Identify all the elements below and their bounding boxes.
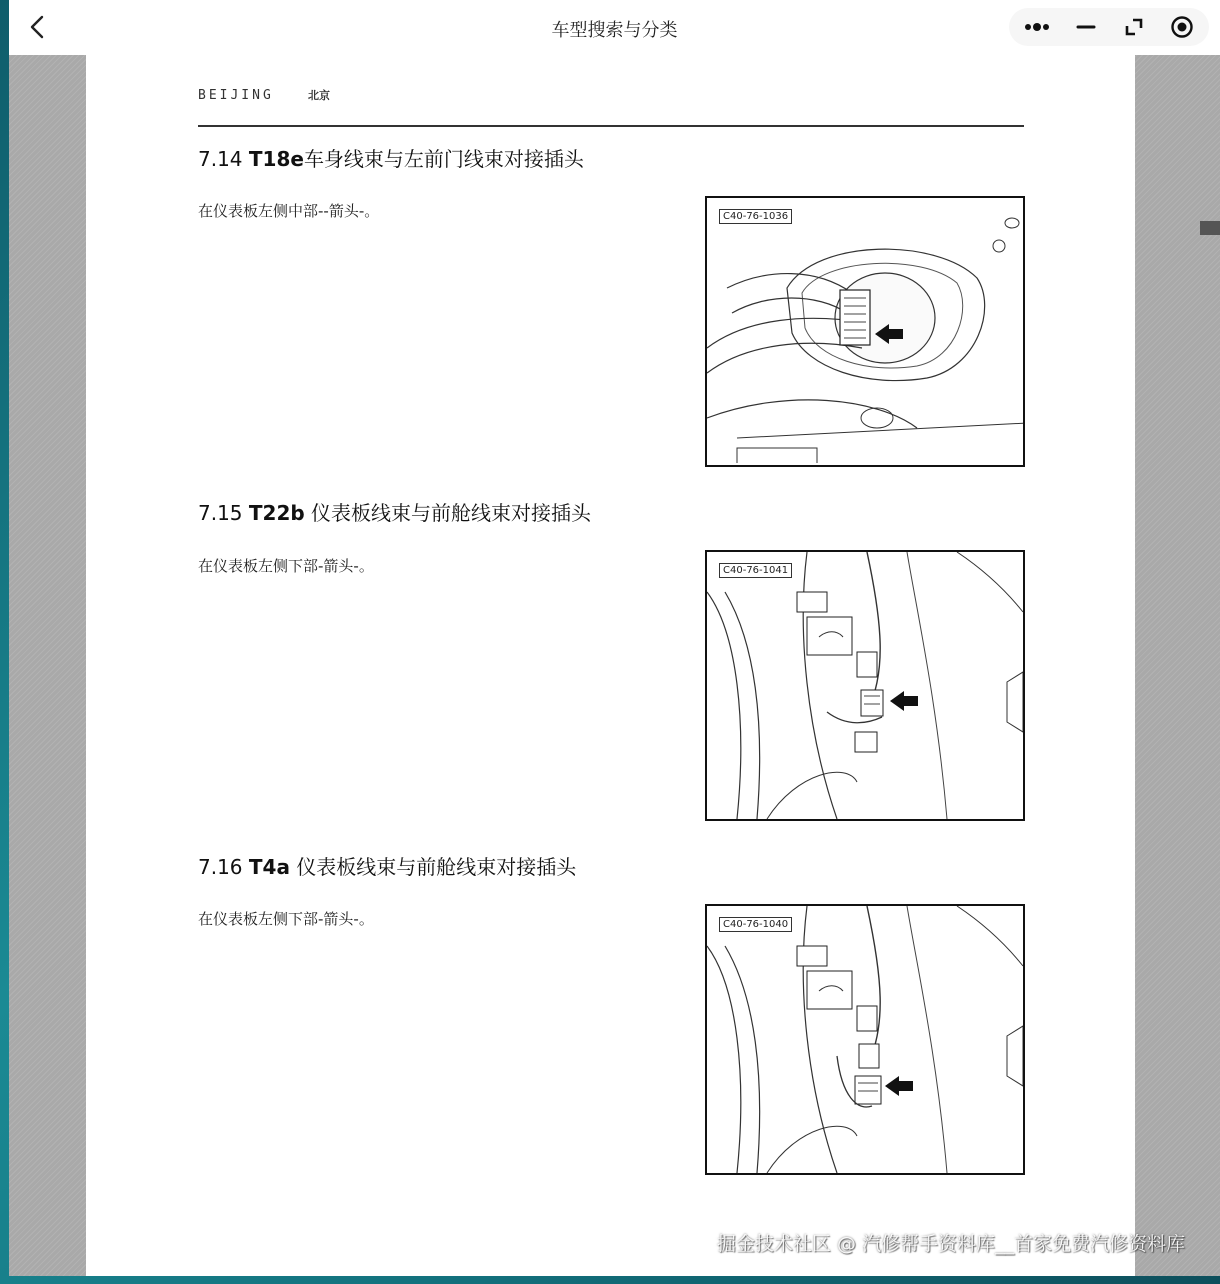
section-heading: 仪表板线束与前舱线束对接插头 bbox=[311, 501, 592, 525]
figure-connector-t4a bbox=[705, 904, 1025, 1175]
connector-code: T4a bbox=[248, 855, 290, 879]
title-bar bbox=[9, 0, 1220, 55]
svg-text:北京: 北京 bbox=[308, 89, 330, 102]
section-description: 在仪表板左侧中部--箭头-。 bbox=[198, 202, 380, 220]
figure-connector-t22b bbox=[705, 550, 1025, 821]
restore-icon bbox=[1123, 16, 1145, 38]
figure-code-label: C40-76-1041 bbox=[719, 563, 792, 578]
figure-code-label: C40-76-1040 bbox=[719, 917, 792, 932]
section-title-7-15 bbox=[198, 497, 591, 526]
target-icon bbox=[1170, 15, 1194, 39]
section-heading: 仪表板线束与前舱线束对接插头 bbox=[296, 855, 577, 879]
watermark-text: 掘金技术社区 @ 汽修帮手资料库__首家免费汽修资料库 bbox=[717, 1233, 1186, 1255]
minimize-button[interactable] bbox=[1063, 8, 1109, 46]
section-heading: 车身线束与左前门线束对接插头 bbox=[303, 147, 584, 171]
section-number: 7.14 bbox=[198, 147, 243, 171]
header-rule bbox=[198, 125, 1024, 127]
section-number: 7.16 bbox=[198, 855, 243, 879]
close-mini-button[interactable] bbox=[1159, 8, 1205, 46]
document-viewer-window bbox=[9, 0, 1220, 1276]
minimize-icon bbox=[1075, 16, 1097, 38]
scroll-indicator[interactable] bbox=[1200, 221, 1220, 235]
more-button[interactable] bbox=[1015, 8, 1061, 46]
section-number: 7.15 bbox=[198, 501, 243, 525]
section-description: 在仪表板左侧下部-箭头-。 bbox=[198, 910, 374, 928]
section-title-7-14 bbox=[198, 143, 584, 172]
section-title-7-16 bbox=[198, 851, 576, 880]
more-icon bbox=[1023, 21, 1053, 33]
document-page bbox=[86, 55, 1135, 1276]
figure-connector-t18e bbox=[705, 196, 1025, 467]
connector-code: T22b bbox=[248, 501, 305, 525]
connector-code: T18e bbox=[248, 147, 304, 171]
svg-text:BEIJING: BEIJING bbox=[198, 88, 274, 102]
figure-code-label: C40-76-1036 bbox=[719, 209, 792, 224]
restore-button[interactable] bbox=[1111, 8, 1157, 46]
window-controls-capsule bbox=[1009, 8, 1209, 46]
section-description: 在仪表板左侧下部-箭头-。 bbox=[198, 557, 374, 575]
page-title: 车型搜索与分类 bbox=[551, 20, 678, 41]
brand-logo bbox=[198, 87, 348, 106]
